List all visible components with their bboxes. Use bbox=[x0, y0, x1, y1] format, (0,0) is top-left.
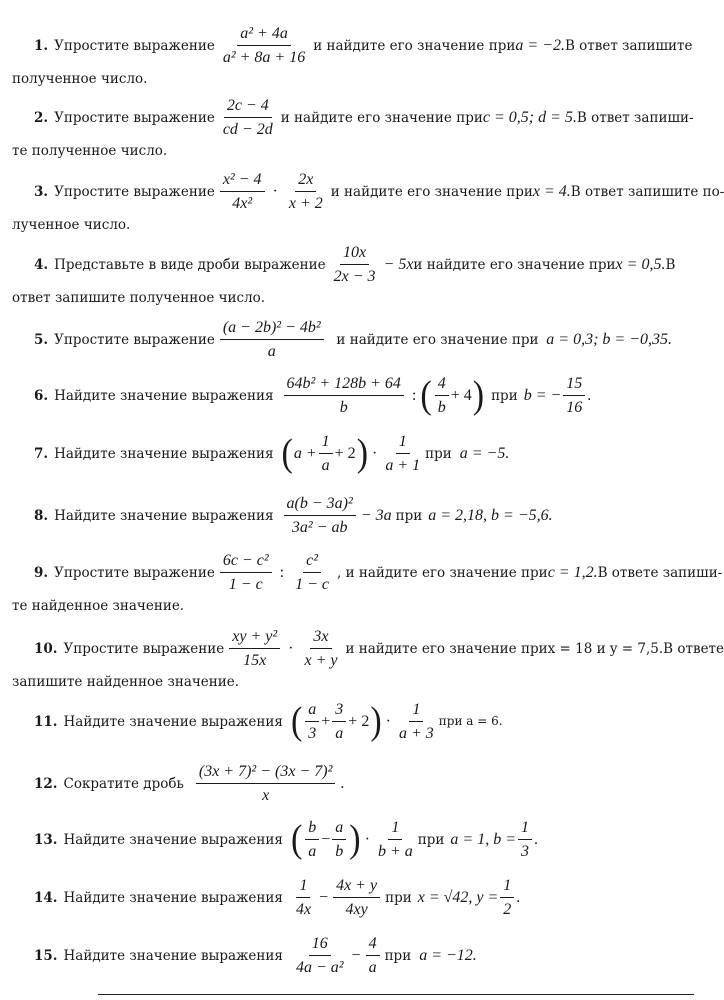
problem-number: 6. bbox=[34, 387, 49, 404]
fraction: $\frac{1}{2}$ bbox=[500, 876, 514, 919]
given-values: a = −5. bbox=[459, 445, 510, 463]
given-values: a = 1, b = bbox=[450, 831, 516, 849]
fraction: $\frac{\text{xy + y²}}{15x}$ bbox=[229, 627, 280, 670]
problem-3: 3. Упростите выражение $\frac{\text{x² − 4}}{\text{4x²}}$ · $\frac{2x}{x + 2}$ и найдите его значение при x = 4. В ответ запишите по- лученное число. bbox=[12, 171, 724, 234]
problem-number: 12. bbox=[34, 775, 58, 792]
problem-text: Сократите дробь bbox=[63, 775, 184, 792]
problem-number: 9. bbox=[34, 564, 49, 581]
fraction: $\frac{1}{b + a}$ bbox=[377, 819, 413, 861]
problem-number: 3. bbox=[34, 183, 49, 200]
problem-13: 13. Найдите значение выражения ( $\frac{b}{a}$ − $\frac{a}{b}$ ) · $\frac{1}{b + a}$ при a = 1, b = $\frac{1}{3}$ . bbox=[34, 817, 538, 861]
problem-text: и найдите его значение при bbox=[413, 256, 616, 273]
given-values: a = 0,3; b = −0,35. bbox=[546, 331, 672, 349]
problem-text: Упростите выражение bbox=[54, 109, 215, 126]
problem-4: 4. Представьте в виде дроби выражение $\frac{10x}{2x - 3}$ − 5x и найдите его значение при x = 0,5. В ответ запишите полученное число. bbox=[12, 244, 676, 307]
problem-number: 14. bbox=[34, 889, 58, 906]
problem-text: Упростите выражение bbox=[54, 183, 215, 200]
problem-7: 7. Найдите значение выражения ( a + $\frac{1}{a}$ + 2 ) · $\frac{1}{a + 1}$ при a = −5. bbox=[34, 431, 510, 475]
fraction: $\frac{\text{c²}}{1 - c}$ bbox=[295, 552, 329, 594]
bottom-divider bbox=[98, 994, 694, 995]
problem-9: 9. Упростите выражение $\frac{\text{6c − c²}}{1 - c}$ : $\frac{\text{c²}}{1 - c}$ , и найдите его значение при c = 1,2. В ответе запиши- те найденное значение. bbox=[12, 552, 723, 615]
given-values: a = −12. bbox=[419, 947, 477, 965]
problem-text: и найдите его значение при bbox=[330, 183, 533, 200]
fraction: $\frac{2c - 4}{cd - 2d}$ bbox=[222, 97, 273, 139]
problem-text: Упростите выражение bbox=[54, 37, 215, 54]
given-values: b = − bbox=[523, 387, 562, 405]
problem-text: В ответ запишите по- bbox=[570, 183, 724, 200]
fraction: $\frac{\text{x² − 4}}{\text{4x²}}$ bbox=[220, 170, 265, 213]
fraction: $\frac{1}{a + 3}$ bbox=[398, 701, 434, 743]
fraction: $\frac{\text{a² + 4a}}{\text{a² + 8a + 16}}$ bbox=[222, 25, 306, 67]
problem-2 bbox=[12, 96, 694, 160]
fraction: $\frac{a}{b}$ bbox=[332, 818, 346, 861]
problem-number: 4. bbox=[34, 256, 49, 273]
problem-text: Упростите выражение bbox=[54, 331, 215, 348]
problem-text: полученное число. bbox=[12, 71, 148, 88]
given-values: a = 2,18, b = −5,6. bbox=[428, 507, 553, 525]
problem-text: Найдите значение выражения bbox=[63, 713, 283, 730]
problem-8: 8. Найдите значение выражения $\frac{\text{a(b − 3a)²}}{\text{3a² − ab}}$ − 3a при a = 2,18, b = −5,6. bbox=[34, 495, 553, 537]
problem-text: , и найдите его значение при bbox=[336, 564, 548, 581]
problem-12: 12. Сократите дробь $\frac{\text{(3x + 7)² − (3x − 7)²}}{x}$ . bbox=[34, 763, 345, 805]
problem-text: те найденное значение. bbox=[12, 598, 185, 615]
problem-5 bbox=[12, 318, 672, 361]
problem-text: те полученное число. bbox=[12, 143, 168, 160]
problem-text: при bbox=[417, 831, 445, 848]
problem-10: 10. Упростите выражение $\frac{\text{xy + y²}}{15x}$ · $\frac{3x}{x + y}$ и найдите его значение при x = 18 и y = 7,5. В ответе запишите найденное значение. bbox=[12, 628, 724, 691]
problem-text: ответ запишите полученное число. bbox=[12, 290, 266, 307]
problem-14: 14. Найдите значение выражения $\frac{1}{4x}$ − $\frac{4x + y}{4xy}$ при x = √42, y = $\frac{1}{2}$ . bbox=[34, 877, 521, 919]
given-values: x = √42, y = bbox=[417, 889, 499, 907]
problem-number: 8. bbox=[34, 507, 49, 524]
problem-text: Найдите значение выражения bbox=[54, 445, 274, 462]
fraction: $\frac{a}{3}$ bbox=[305, 700, 319, 743]
problem-text: при bbox=[384, 947, 412, 964]
fraction: $\frac{\text{6c − c²}}{1 - c}$ bbox=[220, 551, 272, 594]
fraction: $\frac{\text{(3x + 7)² − (3x − 7)²}}{x}$ bbox=[196, 762, 336, 805]
problem-text: В bbox=[665, 256, 676, 273]
fraction: $\frac{2x}{x + 2}$ bbox=[288, 171, 323, 213]
problem-text: при bbox=[395, 507, 423, 524]
problem-text: при bbox=[385, 889, 412, 906]
problem-text: и найдите его значение при bbox=[280, 109, 483, 126]
fraction: $\frac{1}{a}$ bbox=[319, 432, 333, 475]
fraction: $\frac{15}{16}$ bbox=[563, 374, 585, 417]
problem-text: и найдите его значение при bbox=[313, 37, 516, 54]
problem-text: Найдите значение выражения bbox=[63, 947, 283, 964]
problem-text: Найдите значение выражения bbox=[63, 831, 283, 848]
problem-11: 11. Найдите значение выражения ( $\frac{a}{3}$ + $\frac{3}{a}$ + 2 ) · $\frac{1}{a + 3}$ при a = 6. bbox=[34, 699, 503, 743]
fraction: $\frac{3}{a}$ bbox=[332, 700, 346, 743]
problem-text: при bbox=[491, 387, 518, 404]
fraction: $\frac{\text{(a − 2b)² − 4b²}}{a}$ bbox=[220, 318, 324, 361]
fraction: $\frac{\text{64b² + 128b + 64}}{b}$ bbox=[284, 374, 404, 417]
given-values: c = 0,5; d = 5. bbox=[482, 109, 577, 127]
problem-text: и найдите его значение при bbox=[336, 331, 539, 348]
problem-text: В ответ запишите bbox=[564, 37, 693, 54]
problem-15: 15. Найдите значение выражения $\frac{16}{\text{4a − a²}}$ − $\frac{4}{a}$ при a = −12. bbox=[34, 935, 477, 977]
problem-text: В ответ запиши- bbox=[576, 109, 694, 126]
problem-text: запишите найденное значение. bbox=[12, 674, 240, 691]
fraction: $\frac{\text{a(b − 3a)²}}{\text{3a² − ab}}$ bbox=[284, 494, 356, 537]
problem-text: и найдите его значение при bbox=[345, 640, 548, 657]
fraction: $\frac{3x}{x + y}$ bbox=[304, 628, 338, 670]
problem-number: 10. bbox=[34, 640, 58, 657]
problem-text: лученное число. bbox=[12, 217, 131, 234]
problem-number: 2. bbox=[34, 109, 49, 126]
problem-text: Упростите выражение bbox=[54, 564, 215, 581]
fraction: $\frac{4}{a}$ bbox=[366, 934, 380, 977]
problem-number: 7. bbox=[34, 445, 49, 462]
problem-1 bbox=[12, 24, 693, 88]
problem-6: 6. Найдите значение выражения $\frac{\text{64b² + 128b + 64}}{b}$ : ( $\frac{4}{b}$ + 4 ) при b = − $\frac{15}{16}$ . bbox=[34, 373, 592, 417]
given-values: a = −2. bbox=[515, 37, 565, 55]
given-values: x = 0,5. bbox=[615, 256, 666, 274]
problem-text: В ответе bbox=[663, 640, 724, 657]
fraction: $\frac{10x}{2x - 3}$ bbox=[333, 244, 376, 286]
problem-number: 5. bbox=[34, 331, 49, 348]
given-values: x = 4. bbox=[532, 183, 571, 201]
problem-number: 1. bbox=[34, 37, 49, 54]
problem-text: В ответе запиши- bbox=[597, 564, 723, 581]
given-values: x = 18 и y = 7,5. bbox=[547, 640, 664, 657]
given-values: c = 1,2. bbox=[547, 564, 598, 582]
fraction: $\frac{1}{3}$ bbox=[518, 818, 532, 861]
problem-text: при bbox=[425, 445, 452, 462]
fraction: $\frac{1}{4x}$ bbox=[295, 877, 312, 919]
problem-text: Представьте в виде дроби выражение bbox=[54, 256, 326, 273]
fraction: $\frac{4x + y}{4xy}$ bbox=[333, 876, 380, 919]
fraction: $\frac{b}{a}$ bbox=[305, 818, 319, 861]
problem-text: Найдите значение выражения bbox=[54, 507, 274, 524]
problem-text: при a = 6. bbox=[438, 714, 503, 729]
problem-number: 13. bbox=[34, 831, 58, 848]
problem-number: 15. bbox=[34, 947, 58, 964]
fraction: $\frac{1}{a + 1}$ bbox=[385, 433, 421, 475]
problem-text: Найдите значение выражения bbox=[54, 387, 274, 404]
fraction: $\frac{16}{\text{4a − a²}}$ bbox=[295, 935, 344, 977]
problem-text: Найдите значение выражения bbox=[63, 889, 283, 906]
fraction: $\frac{4}{b}$ bbox=[435, 374, 449, 417]
problem-text: Упростите выражение bbox=[63, 640, 225, 657]
problem-number: 11. bbox=[34, 713, 58, 730]
